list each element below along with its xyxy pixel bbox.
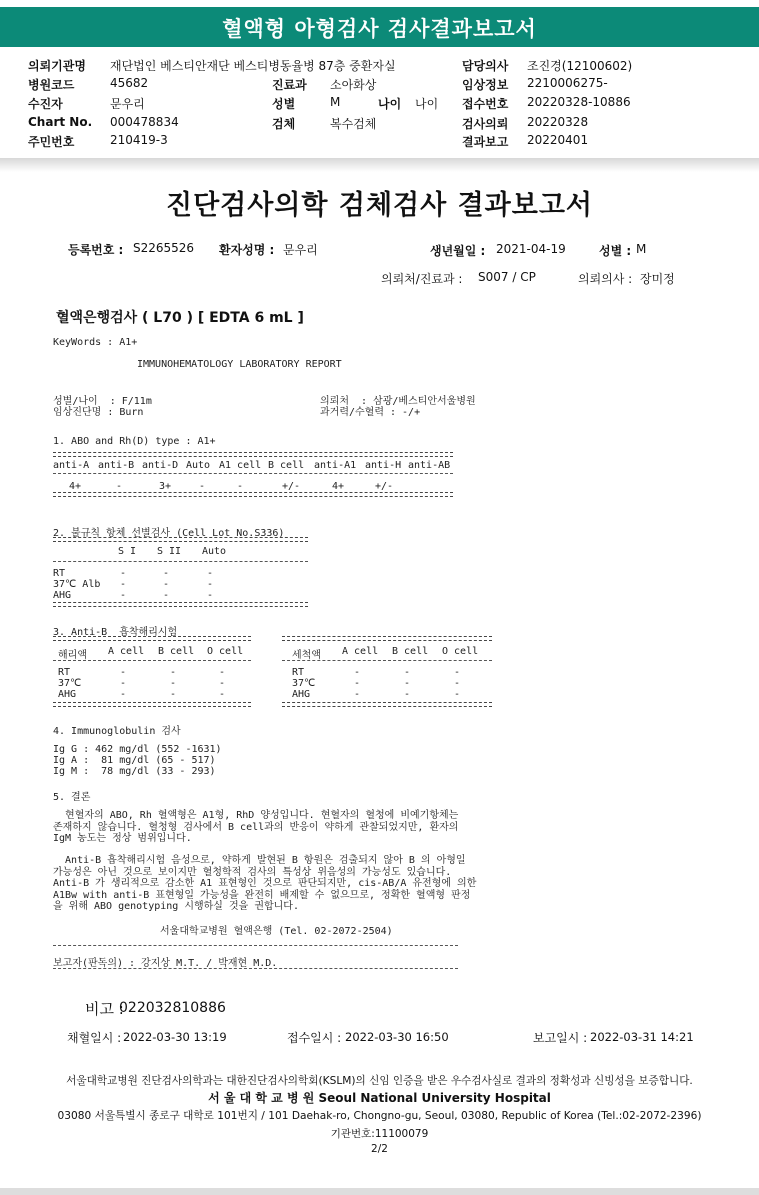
name-label: 환자성명 : (219, 243, 275, 257)
irregular-bottom-rule (53, 602, 308, 607)
immuno-heading: 4. Immunoglobulin 검사 (53, 726, 181, 737)
irregular-cell: - (207, 568, 214, 579)
irregular-cell: - (163, 579, 170, 590)
abo-header-anti-ab: anti-AB (408, 460, 451, 471)
antib-right-header-wash: 세척액 (292, 650, 321, 661)
irregular-row-label: 37℃ Alb (53, 579, 101, 590)
institution-number: 기관번호:11100079 (330, 1128, 429, 1140)
sex-age: 성별/나이 : F/11m (53, 396, 152, 407)
sex2-value: M (636, 242, 647, 256)
lab-report-title: IMMUNOHEMATOLOGY LABORATORY REPORT (137, 359, 342, 370)
antib-left-header-a: A cell (108, 646, 145, 657)
report-label: 결과보고 (462, 135, 509, 149)
antib-row-label: AHG (58, 689, 77, 700)
antib-row-label: RT (292, 667, 305, 678)
certification: 서울대학교병원 진단검사의학과는 대한진단검사의학회(KSLM)의 신임 인증을 받은 우수검사실로 결과의 정확성과 신빙성을 보증합니다. (66, 1075, 693, 1087)
abo-value-anti-a: 4+ (69, 481, 82, 492)
antib-right-mid-rule (282, 660, 492, 661)
age-value: 나이 (415, 97, 439, 111)
reg-value: S2265526 (133, 241, 195, 255)
request-label: 검사의뢰 (462, 117, 509, 131)
irregular-header-s2: S II (157, 546, 182, 557)
sex2-label: 성별 : (599, 244, 632, 258)
bottom-edge (0, 1188, 759, 1195)
antib-cell: - (120, 667, 127, 678)
irregular-cell: - (163, 590, 170, 601)
collect-label: 채혈일시 : (67, 1031, 122, 1045)
abo-value-auto: - (199, 481, 206, 492)
chart-label: Chart No. (28, 115, 93, 129)
antib-cell: - (170, 667, 177, 678)
immuno-igm: Ig M : 78 mg/dl (33 - 293) (53, 766, 216, 777)
top-title-bar (0, 7, 759, 47)
reporter-top-rule (53, 945, 458, 946)
specimen-value: 복수검체 (330, 117, 377, 131)
req-doctor-label: 의뢰의사 : (578, 272, 633, 286)
remark-value: 022032810886 (119, 1000, 226, 1016)
sex-value: M (330, 95, 341, 109)
antib-right-header-o: O cell (442, 646, 479, 657)
request-value: 20220328 (527, 115, 589, 129)
irregular-cell: - (120, 590, 127, 601)
org-value: 재단법인 베스티안재단 베스티병동율병 87층 중환자실 (110, 59, 396, 73)
hosp-code-value: 45682 (110, 76, 149, 90)
antib-row-label: RT (58, 667, 71, 678)
immuno-iga: Ig A : 81 mg/dl (65 - 517) (53, 755, 216, 766)
antib-row-label: 37℃ (292, 678, 316, 689)
antib-right-top-rule (282, 636, 492, 641)
antib-cell: - (454, 689, 461, 700)
doctor-label: 담당의사 (462, 59, 509, 73)
antib-cell: - (404, 678, 411, 689)
antib-right-header-a: A cell (342, 646, 379, 657)
antib-cell: - (219, 689, 226, 700)
receive-value: 2022-03-30 16:50 (345, 1030, 449, 1044)
antib-cell: - (354, 678, 361, 689)
antib-cell: - (454, 667, 461, 678)
abo-heading: 1. ABO and Rh(D) type : A1+ (53, 436, 216, 447)
hospital-name (0, 1089, 759, 1106)
dept-label: 진료과 (272, 78, 307, 92)
reg-label: 등록번호 : (68, 243, 124, 257)
abo-header-anti-a: anti-A (53, 460, 90, 471)
sex-label: 성별 (272, 97, 296, 111)
abo-header-anti-a1: anti-A1 (314, 460, 357, 471)
antib-cell: - (170, 678, 177, 689)
irregular-cell: - (120, 568, 127, 579)
hospital-name-en: Seoul National University Hospital (318, 1091, 551, 1105)
clinical-value: 2210006275- (527, 76, 608, 90)
receipt-label: 접수번호 (462, 97, 509, 111)
antib-cell: - (219, 678, 226, 689)
antib-left-header-o: O cell (207, 646, 244, 657)
clinical-label: 임상정보 (462, 78, 509, 92)
abo-header-anti-b: anti-B (98, 460, 135, 471)
abo-mid-rule (53, 473, 453, 474)
reporter: 보고자(판독의) : 강지상 M.T. / 박재현 M.D. (53, 958, 278, 969)
transfusion: 과거력/수혈력 : -/+ (320, 407, 421, 418)
abo-value-a1-cell: - (237, 481, 244, 492)
dept2-value: S007 / CP (478, 270, 536, 284)
bloodbank-contact: 서울대학교병원 혈액은행 (Tel. 02-2072-2504) (160, 926, 393, 937)
keywords: KeyWords : A1+ (53, 337, 138, 348)
irregular-cell: - (207, 590, 214, 601)
irregular-heading: 2. 불규칙 항체 선별검사 (Cell Lot No.S336) (53, 528, 285, 539)
hospital-name-kr: 서 울 대 학 교 병 원 (208, 1091, 315, 1105)
antib-left-top-rule (53, 636, 251, 641)
abo-value-anti-d: 3+ (159, 481, 172, 492)
report-date-value: 2022-03-31 14:21 (590, 1030, 694, 1044)
dept2-label: 의뢰처/진료과 : (381, 272, 463, 286)
abo-value-b-cell: +/- (282, 481, 301, 492)
reporter-bottom-rule (53, 968, 458, 969)
antib-cell: - (454, 678, 461, 689)
abo-value-anti-h: +/- (375, 481, 394, 492)
irregular-mid-rule (53, 561, 308, 562)
diagnosis: 임상진단명 : Burn (53, 407, 144, 418)
dept-value: 소아화상 (330, 78, 377, 92)
antib-right-bottom-rule (282, 702, 492, 707)
abo-bottom-rule (53, 492, 453, 497)
doctor-value: 조진경(12100602) (527, 59, 633, 73)
abo-value-anti-a1: 4+ (332, 481, 345, 492)
abo-top-rule (53, 452, 453, 457)
antib-left-header-eluate: 해리액 (58, 650, 87, 661)
conclusion-heading: 5. 결론 (53, 792, 91, 803)
receive-label: 접수일시 : (287, 1031, 342, 1045)
abo-header-a1-cell: A1 cell (219, 460, 262, 471)
section-title: 혈액은행검사 ( L70 ) [ EDTA 6 mL ] (56, 310, 304, 326)
specimen-label: 검체 (272, 117, 296, 131)
antib-left-header-b: B cell (158, 646, 195, 657)
chart-value: 000478834 (110, 115, 179, 129)
resident-label: 주민번호 (28, 135, 75, 149)
antib-cell: - (170, 689, 177, 700)
irregular-header-auto: Auto (202, 546, 227, 557)
abo-value-anti-b: - (116, 481, 123, 492)
receipt-value: 20220328-10886 (527, 95, 631, 109)
resident-value: 210419-3 (110, 133, 168, 147)
antib-cell: - (354, 689, 361, 700)
irregular-cell: - (207, 579, 214, 590)
abo-header-anti-h: anti-H (365, 460, 402, 471)
antib-left-bottom-rule (53, 702, 251, 707)
patient-label: 수진자 (28, 97, 63, 111)
antib-cell: - (404, 689, 411, 700)
antib-row-label: 37℃ (58, 678, 82, 689)
abo-header-auto: Auto (186, 460, 211, 471)
hosp-code-label: 병원코드 (28, 78, 75, 92)
antib-cell: - (404, 667, 411, 678)
antib-cell: - (120, 678, 127, 689)
irregular-row-label: RT (53, 568, 66, 579)
address: 03080 서울특별시 종로구 대학로 101번지 / 101 Daehak-ro, Chongno-gu, Seoul, 03080, Republic of Korea (Tel.:02-2072-2396) (57, 1110, 702, 1122)
abo-header-anti-d: anti-D (142, 460, 179, 471)
immuno-igg: Ig G : 462 mg/dl (552 -1631) (53, 744, 222, 755)
conclusion-para-2: Anti-B 흡착해리시험 음성으로, 약하게 발현된 B 항원은 검출되지 않아 B 의 아형일 가능성은 아닌 것으로 보이지만 혈청학적 검사의 특성상 위음성의 가능성도 있습니다. Anti-B 가 생리적으로 감소한 A1 표현형인 것으로 판단되지만, cis-AB/A 유전형에 의한 A1Bw with anti-B 표현형일 가능성을 완전히 배제할 수 없으므로, 정확한 혈액형 판정 을 위해 ABO genotyping 시행하실 것을 권합니다. (53, 855, 477, 912)
antib-right-header-b: B cell (392, 646, 429, 657)
report-title: 진단검사의학 검체검사 결과보고서 (165, 190, 594, 221)
conclusion-para-1: 현혈자의 ABO, Rh 혈액형은 A1형, RhD 양성입니다. 현혈자의 혈청에 비예기항체는 존재하지 않습니다. 혈청형 검사에서 B cell과의 반응이 약하게 관찰되었지만, 환자의 IgM 농도는 정상 범위입니다. (53, 810, 459, 844)
antib-left-mid-rule (53, 660, 251, 661)
patient-value: 문우리 (110, 97, 145, 111)
name-value: 문우리 (283, 243, 318, 257)
irregular-cell: - (120, 579, 127, 590)
page-shadow (0, 158, 759, 172)
antib-cell: - (354, 667, 361, 678)
antib-cell: - (219, 667, 226, 678)
irregular-row-label: AHG (53, 590, 72, 601)
antib-row-label: AHG (292, 689, 311, 700)
antib-cell: - (120, 689, 127, 700)
antib-heading: 3. Anti-B 흡착해리시험 (53, 627, 178, 638)
report-date-label: 보고일시 : (533, 1031, 588, 1045)
remark-label: 비고 : (85, 1000, 124, 1018)
dob-value: 2021-04-19 (496, 242, 566, 256)
page-number: 2/2 (371, 1143, 388, 1155)
irregular-cell: - (163, 568, 170, 579)
report-value: 20220401 (527, 133, 589, 147)
abo-header-b-cell: B cell (268, 460, 305, 471)
requester: 의뢰처 : 삼광/베스티안서울병원 (320, 396, 476, 407)
age-label: 나이 (378, 97, 402, 111)
dob-label: 생년월일 : (430, 244, 486, 258)
org-label: 의뢰기관명 (28, 59, 86, 73)
top-title: 혈액형 아형검사 검사결과보고서 (222, 17, 537, 41)
irregular-top-rule (53, 537, 308, 542)
req-doctor-value: 장미정 (640, 272, 675, 286)
collect-value: 2022-03-30 13:19 (123, 1030, 227, 1044)
irregular-header-s1: S I (118, 546, 137, 557)
